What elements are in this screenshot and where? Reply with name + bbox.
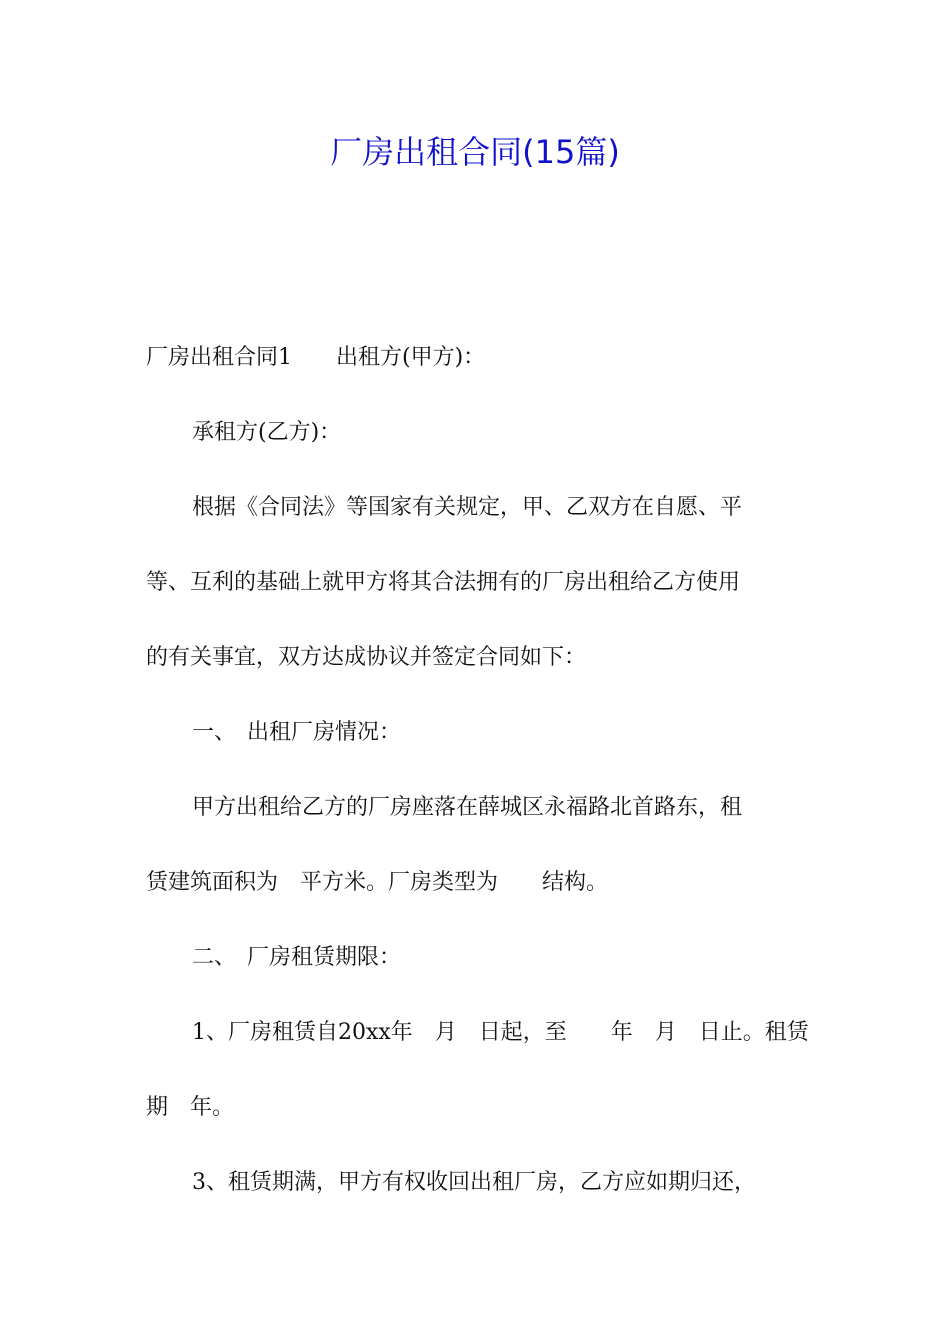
section-2-item-3-line-1: 3、租赁期满，甲方有权收回出租厂房，乙方应如期归还， <box>192 1170 756 1195</box>
paragraph-lessee: 承租方(乙方)： <box>192 420 342 445</box>
section-heading-2: 二、 厂房租赁期限： <box>192 945 402 970</box>
paragraph-intro-line-1: 根据《合同法》等国家有关规定，甲、乙双方在自愿、平 <box>192 495 743 520</box>
section-heading-1: 一、 出租厂房情况： <box>192 720 402 745</box>
paragraph-intro-line-2: 等、互利的基础上就甲方将其合法拥有的厂房出租给乙方使用 <box>146 570 741 595</box>
section-2-item-1-line-2: 期 年。 <box>146 1095 235 1120</box>
section-1-line-1: 甲方出租给乙方的厂房座落在薛城区永福路北首路东，租 <box>192 795 743 820</box>
paragraph-intro-line-3: 的有关事宜，双方达成协议并签定合同如下： <box>146 645 587 670</box>
section-1-line-2: 赁建筑面积为 平方米。厂房类型为 结构。 <box>146 870 609 895</box>
section-2-item-1-line-1: 1、厂房租赁自20xx年 月 日起，至 年 月 日止。租赁 <box>192 1020 809 1045</box>
document-title: 厂房出租合同(15篇) <box>330 133 620 171</box>
paragraph-lessor-heading: 厂房出租合同1 出租方(甲方)： <box>146 345 486 370</box>
